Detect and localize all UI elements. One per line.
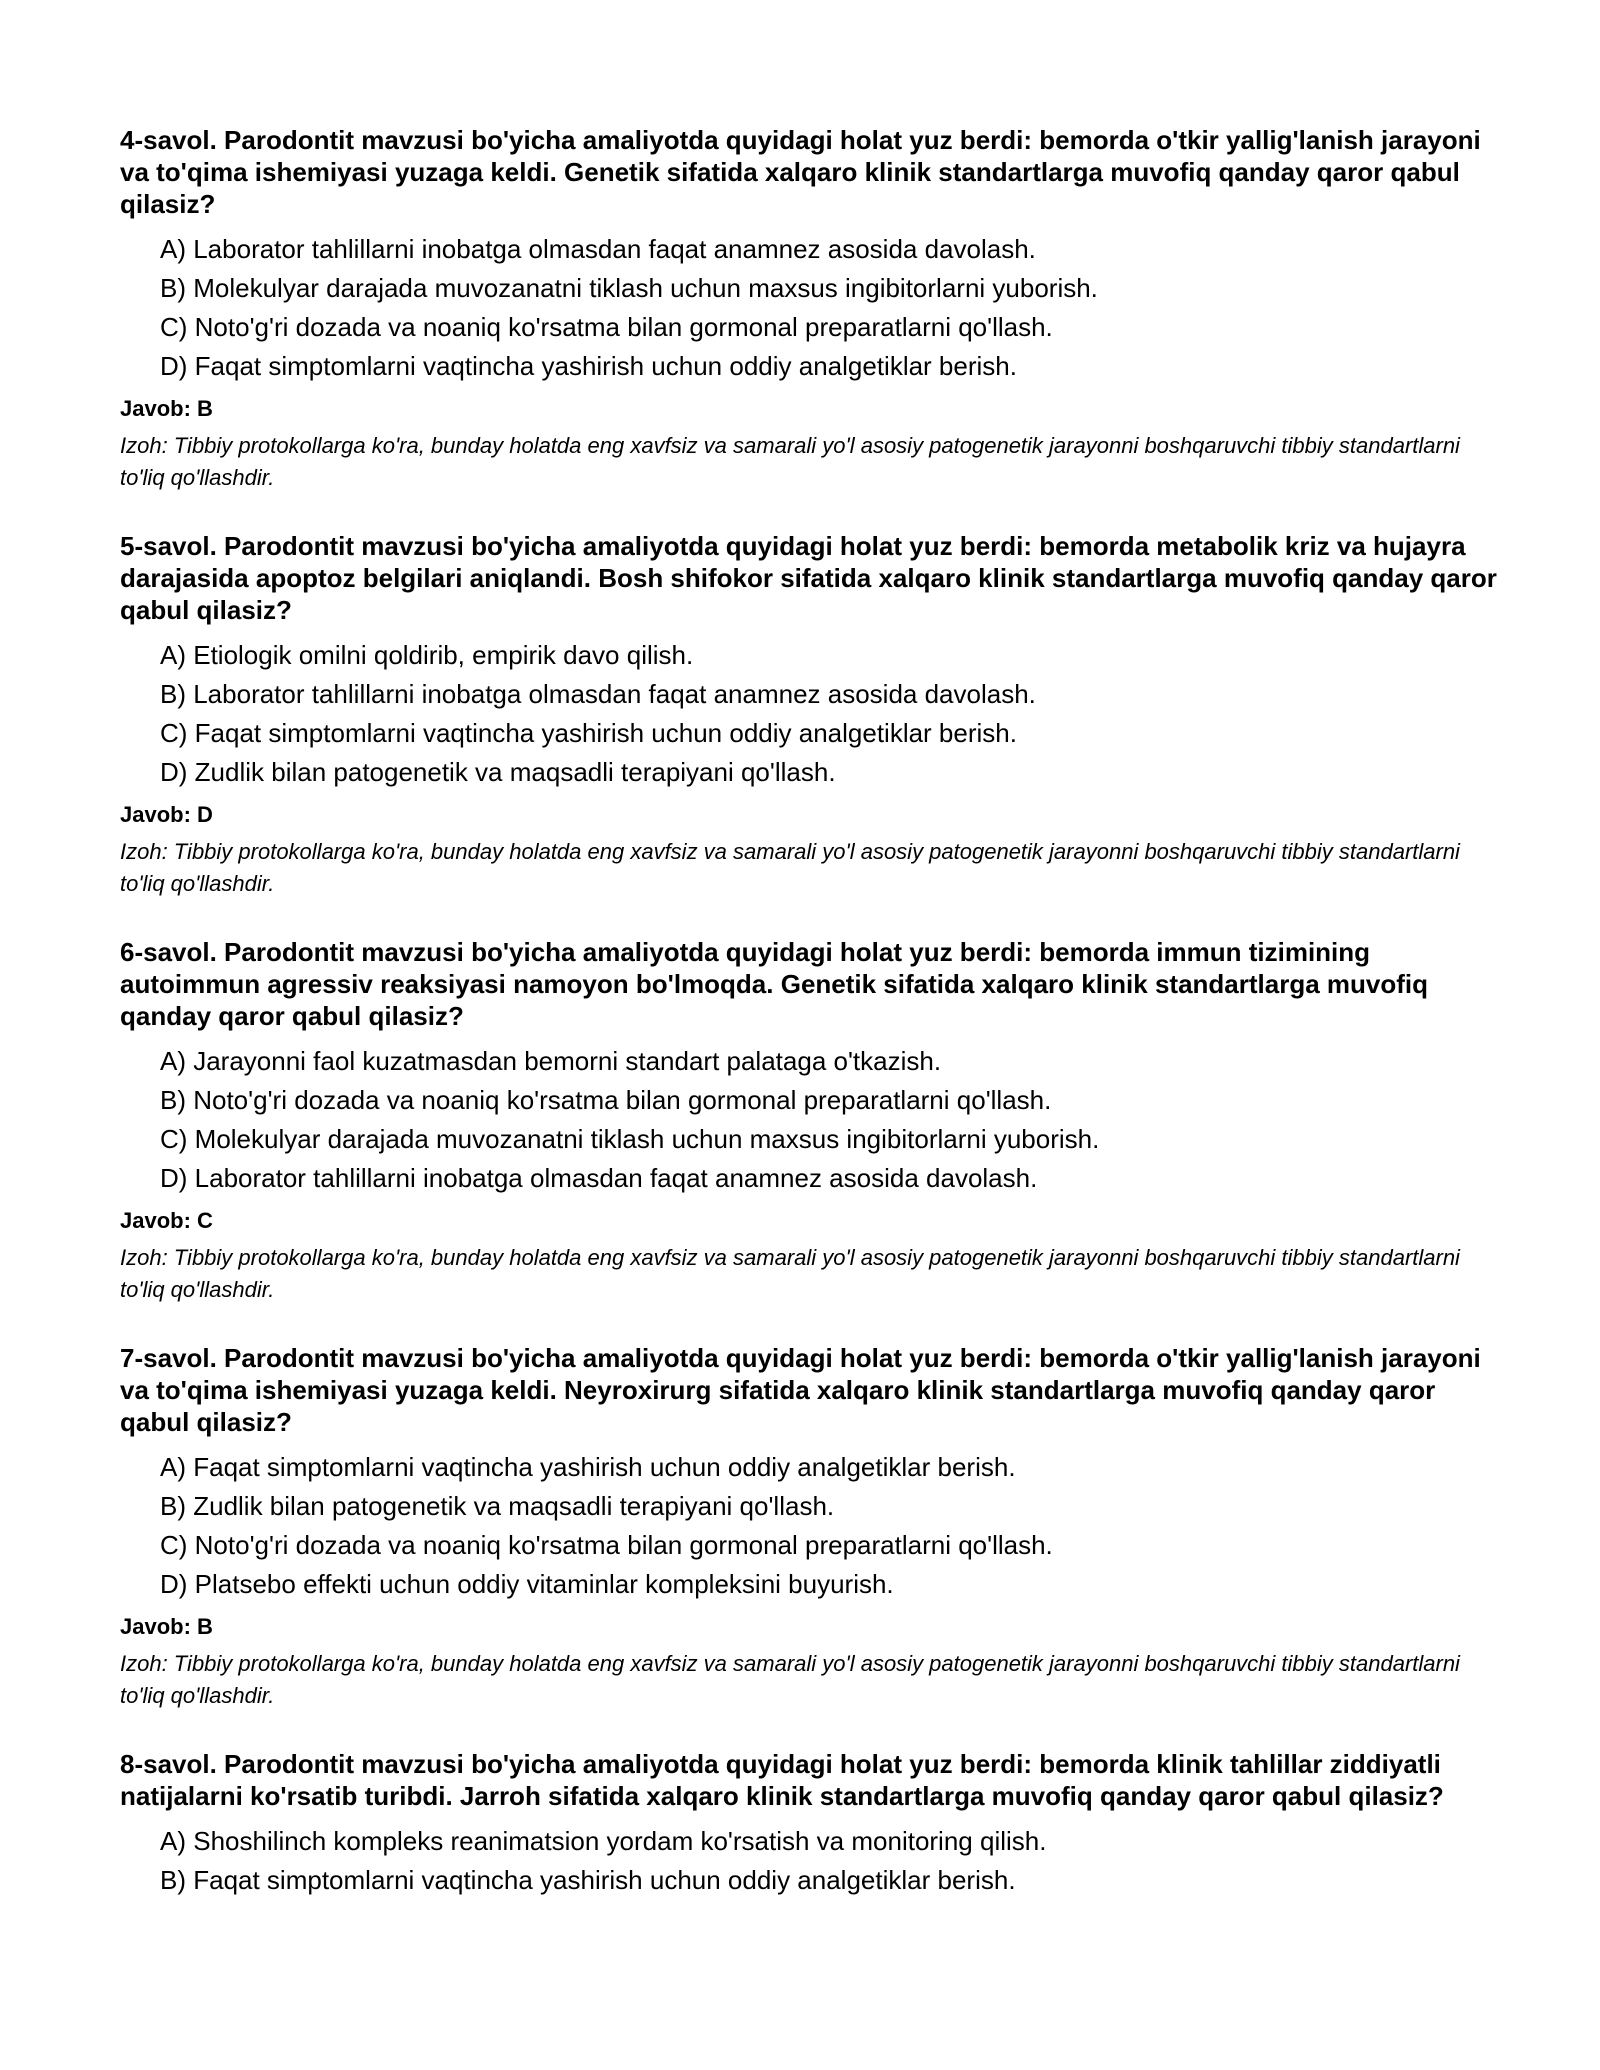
- explanation-note: Izoh: Tibbiy protokollarga ko'ra, bunday holatda eng xavfsiz va samarali yo'l asosiy patogenetik jarayonni boshqaruvchi tibbiy standartlarni to'liq qo'llashdir.: [120, 1651, 1460, 1708]
- answer-line: Javob: C: [120, 1208, 213, 1233]
- option-b: B) Faqat simptomlarni vaqtincha yashirish uchun oddiy analgetiklar berish.: [160, 1865, 1016, 1895]
- option-c: C) Faqat simptomlarni vaqtincha yashirish uchun oddiy analgetiklar berish.: [160, 718, 1017, 748]
- question-6: [120, 936, 1500, 1306]
- question-title: 7-savol. Parodontit mavzusi bo'yicha amaliyotda quyidagi holat yuz berdi: bemorda o'tkir yallig'lanish jarayoni va to'qima ishemiyasi yuzaga keldi. Neyroxirurg sifatida xalqaro klinik standartlarga muvofiq qanday qaror qabul qilasiz?: [120, 1343, 1481, 1437]
- option-list: [120, 636, 1500, 792]
- question-title: 5-savol. Parodontit mavzusi bo'yicha amaliyotda quyidagi holat yuz berdi: bemorda metabolik kriz va hujayra darajasida apoptoz belgilari aniqlandi. Bosh shifokor sifatida xalqaro klinik standartlarga muvofiq qanday qaror qabul qilasiz?: [120, 531, 1497, 625]
- option-b: B) Zudlik bilan patogenetik va maqsadli terapiyani qo'llash.: [160, 1491, 835, 1521]
- option-list: [120, 230, 1500, 386]
- explanation-note: Izoh: Tibbiy protokollarga ko'ra, bunday holatda eng xavfsiz va samarali yo'l asosiy patogenetik jarayonni boshqaruvchi tibbiy standartlarni to'liq qo'llashdir.: [120, 1245, 1460, 1302]
- option-b: B) Noto'g'ri dozada va noaniq ko'rsatma bilan gormonal preparatlarni qo'llash.: [160, 1085, 1052, 1115]
- document-page: [120, 124, 1500, 1936]
- option-a: A) Laborator tahlillarni inobatga olmasdan faqat anamnez asosida davolash.: [160, 234, 1036, 264]
- answer-line: Javob: B: [120, 1614, 213, 1639]
- option-d: D) Zudlik bilan patogenetik va maqsadli terapiyani qo'llash.: [160, 757, 836, 787]
- option-a: A) Etiologik omilni qoldirib, empirik davo qilish.: [160, 640, 694, 670]
- explanation-note: Izoh: Tibbiy protokollarga ko'ra, bunday holatda eng xavfsiz va samarali yo'l asosiy patogenetik jarayonni boshqaruvchi tibbiy standartlarni to'liq qo'llashdir.: [120, 433, 1460, 490]
- option-c: C) Noto'g'ri dozada va noaniq ko'rsatma bilan gormonal preparatlarni qo'llash.: [160, 1530, 1053, 1560]
- question-7: [120, 1342, 1500, 1712]
- question-title: 4-savol. Parodontit mavzusi bo'yicha amaliyotda quyidagi holat yuz berdi: bemorda o'tkir yallig'lanish jarayoni va to'qima ishemiyasi yuzaga keldi. Genetik sifatida xalqaro klinik standartlarga muvofiq qanday qaror qabul qilasiz?: [120, 125, 1481, 219]
- option-c: C) Molekulyar darajada muvozanatni tiklash uchun maxsus ingibitorlarni yuborish.: [160, 1124, 1100, 1154]
- question-8: [120, 1748, 1500, 1900]
- question-4: [120, 124, 1500, 494]
- answer-line: Javob: D: [120, 802, 213, 827]
- option-b: B) Molekulyar darajada muvozanatni tiklash uchun maxsus ingibitorlarni yuborish.: [160, 273, 1098, 303]
- option-b: B) Laborator tahlillarni inobatga olmasdan faqat anamnez asosida davolash.: [160, 679, 1036, 709]
- question-title: 8-savol. Parodontit mavzusi bo'yicha amaliyotda quyidagi holat yuz berdi: bemorda klinik tahlillar ziddiyatli natijalarni ko'rsatib turibdi. Jarroh sifatida xalqaro klinik standartlarga muvofiq qanday qaror qabul qilasiz?: [120, 1749, 1444, 1811]
- option-a: A) Shoshilinch kompleks reanimatsion yordam ko'rsatish va monitoring qilish.: [160, 1826, 1047, 1856]
- option-list: [120, 1822, 1500, 1900]
- option-d: D) Platsebo effekti uchun oddiy vitaminlar kompleksini buyurish.: [160, 1569, 894, 1599]
- option-list: [120, 1448, 1500, 1604]
- answer-line: Javob: B: [120, 396, 213, 421]
- question-title: 6-savol. Parodontit mavzusi bo'yicha amaliyotda quyidagi holat yuz berdi: bemorda immun tizimining autoimmun agressiv reaksiyasi namoyon bo'lmoqda. Genetik sifatida xalqaro klinik standartlarga muvofiq qanday qaror qabul qilasiz?: [120, 937, 1429, 1031]
- question-5: [120, 530, 1500, 900]
- option-d: D) Laborator tahlillarni inobatga olmasdan faqat anamnez asosida davolash.: [160, 1163, 1038, 1193]
- explanation-note: Izoh: Tibbiy protokollarga ko'ra, bunday holatda eng xavfsiz va samarali yo'l asosiy patogenetik jarayonni boshqaruvchi tibbiy standartlarni to'liq qo'llashdir.: [120, 839, 1460, 896]
- option-list: [120, 1042, 1500, 1198]
- option-c: C) Noto'g'ri dozada va noaniq ko'rsatma bilan gormonal preparatlarni qo'llash.: [160, 312, 1053, 342]
- option-a: A) Jarayonni faol kuzatmasdan bemorni standart palataga o'tkazish.: [160, 1046, 942, 1076]
- option-a: A) Faqat simptomlarni vaqtincha yashirish uchun oddiy analgetiklar berish.: [160, 1452, 1016, 1482]
- option-d: D) Faqat simptomlarni vaqtincha yashirish uchun oddiy analgetiklar berish.: [160, 351, 1017, 381]
